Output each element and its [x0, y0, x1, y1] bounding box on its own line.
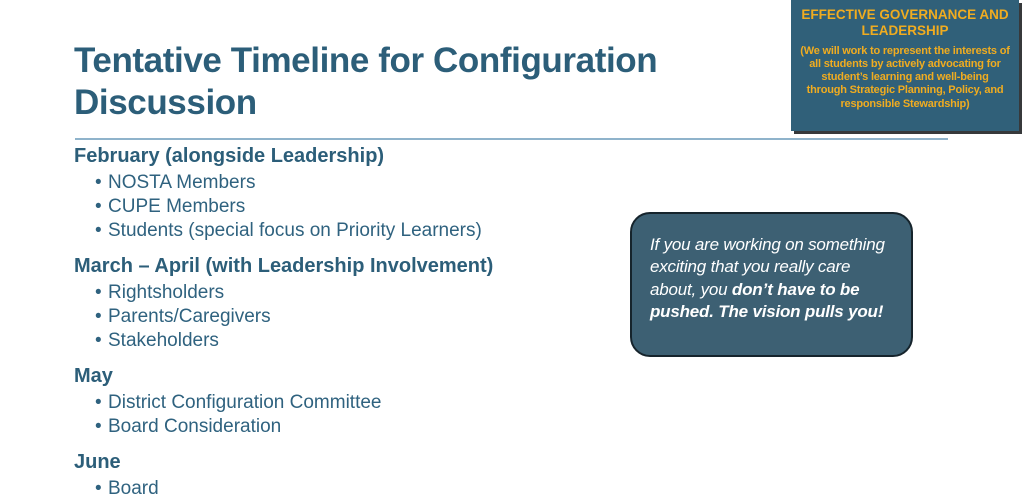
- quote-text-bold: don’t have to be pushed. The vision pulls you!: [650, 279, 884, 322]
- list-item-label: District Configuration Committee: [108, 392, 382, 413]
- list-item: [74, 305, 634, 329]
- governance-box: [791, 0, 1019, 131]
- timeline-section-may: [74, 365, 634, 439]
- list-item-label: Board Consideration: [108, 416, 282, 437]
- list-item-label: Parents/Caregivers: [108, 306, 271, 327]
- list-item: [74, 477, 634, 501]
- list-item: [74, 391, 634, 415]
- timeline: [74, 145, 634, 501]
- list-item: [74, 171, 634, 195]
- governance-body: (We will work to represent the interests of all students by actively advocating for student’s learning and well-being through Strategic Planning, Policy, and responsible Stewardship): [800, 44, 1010, 110]
- section-heading: May: [74, 365, 113, 387]
- list-item-label: NOSTA Members: [108, 172, 256, 193]
- list-item: [74, 195, 634, 219]
- section-list: [74, 171, 634, 243]
- list-item: [74, 329, 634, 353]
- list-item-label: Students (special focus on Priority Learners): [108, 220, 482, 241]
- timeline-section-march-april: [74, 255, 634, 353]
- timeline-section-february: [74, 145, 634, 243]
- section-heading: June: [74, 451, 121, 473]
- list-item: [74, 281, 634, 305]
- slide-title: Tentative Timeline for Configuration Discussion: [74, 41, 658, 122]
- section-list: [74, 477, 634, 501]
- list-item-label: Rightsholders: [108, 282, 225, 303]
- list-item-label: Board: [108, 478, 159, 499]
- list-item: [74, 219, 634, 243]
- section-list: [74, 391, 634, 439]
- title-divider: [75, 138, 948, 140]
- section-list: [74, 281, 634, 353]
- governance-title: EFFECTIVE GOVERNANCE AND LEADERSHIP: [801, 7, 1009, 38]
- list-item-label: CUPE Members: [108, 196, 246, 217]
- section-heading: March – April (with Leadership Involvement): [74, 255, 494, 277]
- list-item: [74, 415, 634, 439]
- timeline-section-june: [74, 451, 634, 501]
- quote-text-regular: If you are working on something exciting that you really care about, you: [650, 235, 885, 299]
- list-item-label: Stakeholders: [108, 330, 219, 351]
- quote-box: [630, 212, 913, 357]
- section-heading: February (alongside Leadership): [74, 145, 385, 167]
